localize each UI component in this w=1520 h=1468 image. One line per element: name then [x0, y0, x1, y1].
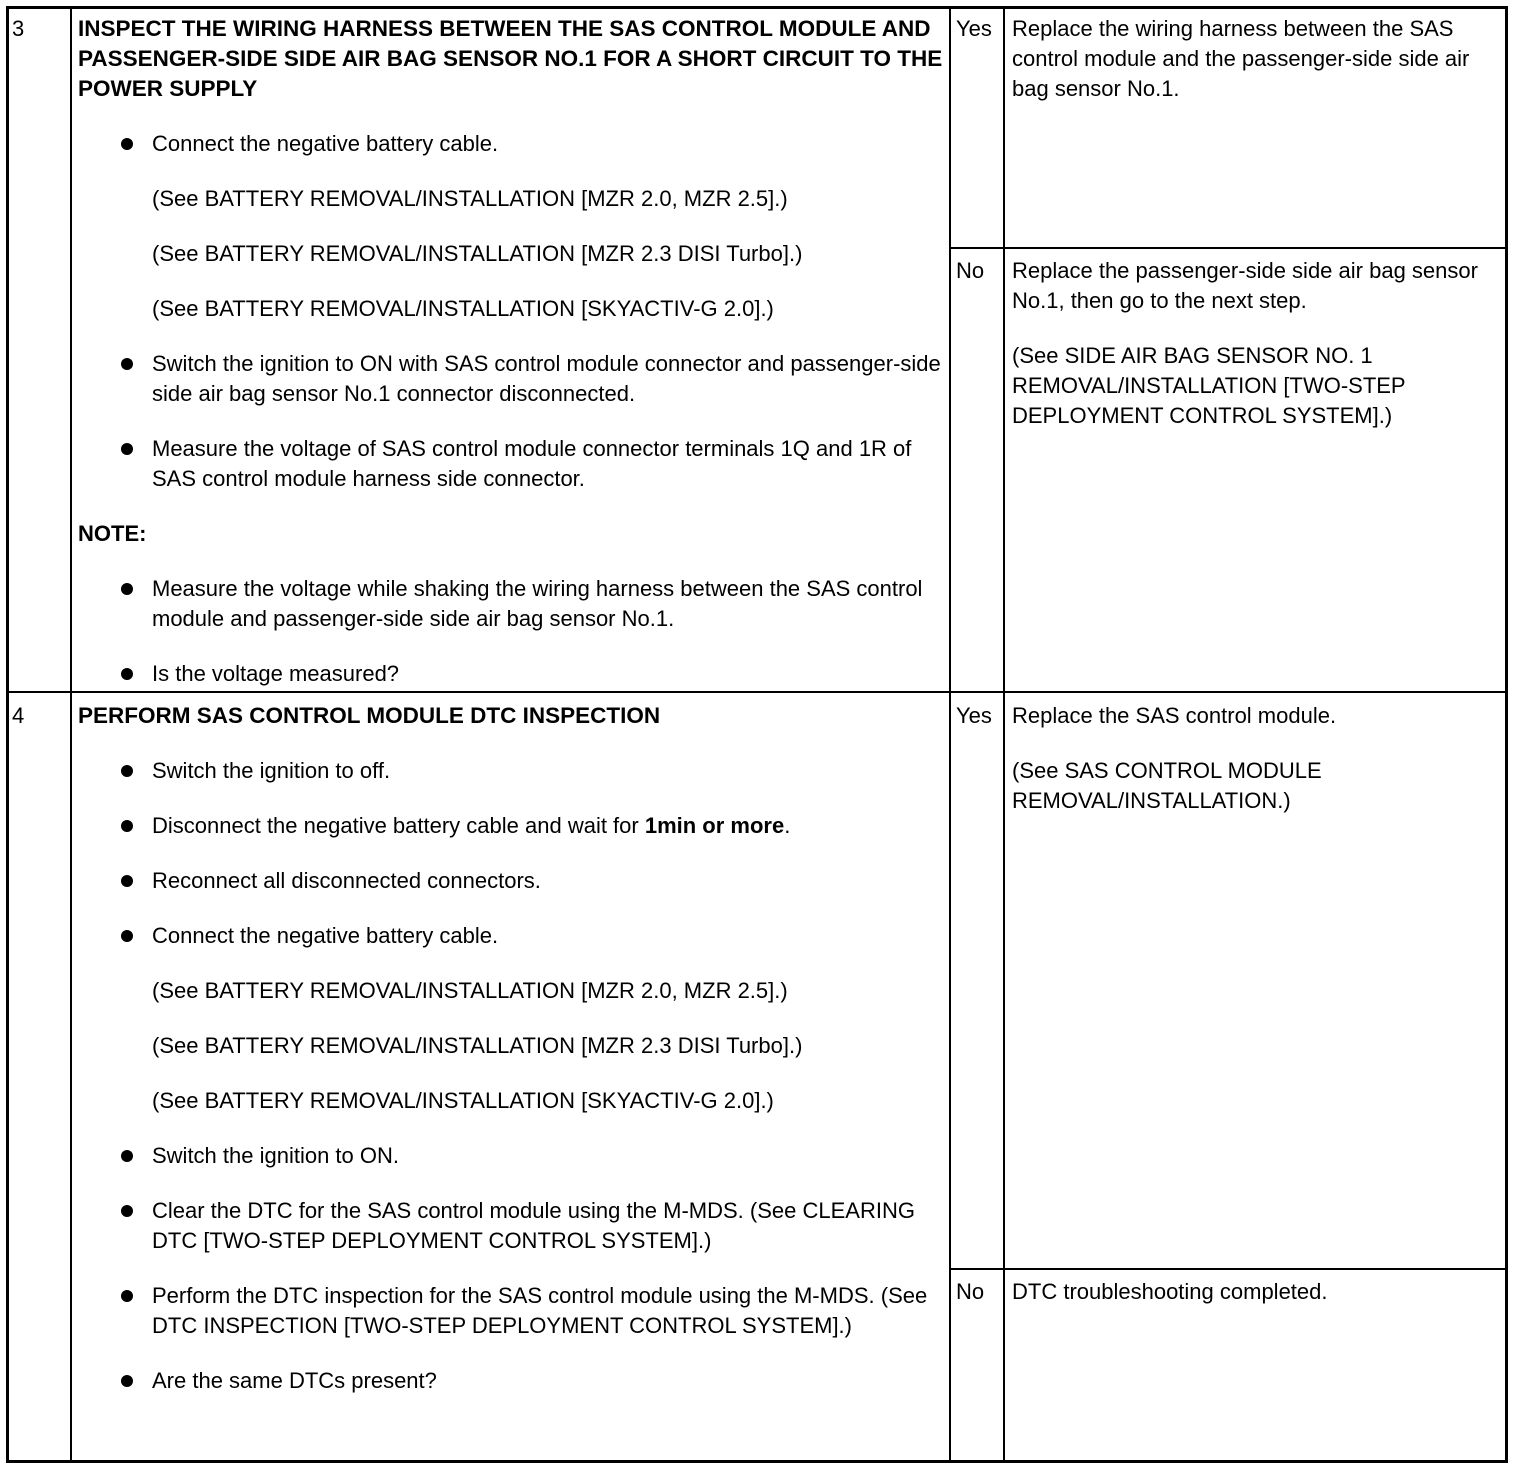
list-item: Switch the ignition to ON.	[78, 1141, 944, 1171]
no-action	[1012, 1277, 1504, 1307]
list-item: Switch the ignition to off.	[78, 756, 944, 786]
reference-link: (See BATTERY REMOVAL/INSTALLATION [MZR 2.0, MZR 2.5].)	[152, 186, 788, 211]
yes-action	[1012, 14, 1504, 104]
yes-no-divider-row4	[949, 1268, 1508, 1270]
reference-link: (See BATTERY REMOVAL/INSTALLATION [MZR 2.0, MZR 2.5].)	[152, 978, 788, 1003]
reference-link: (See BATTERY REMOVAL/INSTALLATION [MZR 2.3 DISI Turbo].)	[152, 1033, 803, 1058]
reference-link: (See BATTERY REMOVAL/INSTALLATION [SKYACTIV-G 2.0].)	[152, 296, 774, 321]
reference-link: (See SIDE AIR BAG SENSOR NO. 1 REMOVAL/INSTALLATION [TWO-STEP DEPLOYMENT CONTROL SYSTEM].)	[1012, 343, 1406, 428]
action-text: Replace the wiring harness between the SAS control module and the passenger-side side air bag sensor No.1.	[1012, 16, 1470, 101]
list-item-text-end: .	[784, 813, 791, 838]
action-text: Replace the passenger-side side air bag sensor No.1, then go to the next step.	[1012, 258, 1478, 313]
column-divider-step	[70, 6, 72, 1463]
list-item-text: Disconnect the negative battery cable and wait for	[152, 813, 645, 838]
no-label: No	[956, 258, 985, 283]
reference-link: (See BATTERY REMOVAL/INSTALLATION [SKYACTIV-G 2.0].)	[152, 1088, 774, 1113]
emphasis-text: 1min or more	[644, 813, 785, 838]
step-number: 4	[12, 703, 25, 728]
column-divider-content	[949, 6, 951, 1463]
step-title: INSPECT THE WIRING HARNESS BETWEEN THE SAS CONTROL MODULE AND PASSENGER-SIDE SIDE AIR BAG SENSOR NO.1 FOR A SHORT CIRCUIT TO THE POWER SUPPLY	[78, 16, 943, 101]
step-content	[78, 14, 944, 689]
list-item: Reconnect all disconnected connectors.	[78, 866, 944, 896]
list-item: Measure the voltage of SAS control module connector terminals 1Q and 1R of SAS control module harness side connector.	[78, 434, 944, 494]
reference-link: (See SAS CONTROL MODULE REMOVAL/INSTALLATION.)	[1012, 758, 1322, 813]
list-item: Switch the ignition to ON with SAS control module connector and passenger-side side air bag sensor No.1 connector disconnected.	[78, 349, 944, 409]
yes-label: Yes	[956, 703, 992, 728]
step-title: PERFORM SAS CONTROL MODULE DTC INSPECTION	[78, 703, 661, 728]
yes-label: Yes	[956, 16, 992, 41]
list-item: Are the same DTCs present?	[78, 1366, 944, 1396]
row-divider	[6, 691, 1508, 693]
yes-no-divider-row3	[949, 247, 1508, 249]
yes-action	[1012, 701, 1504, 816]
column-divider-result	[1003, 6, 1005, 1463]
list-item: Measure the voltage while shaking the wiring harness between the SAS control module and passenger-side side air bag sensor No.1.	[78, 574, 944, 634]
step-number: 3	[12, 16, 25, 41]
list-item: Connect the negative battery cable.	[78, 921, 944, 951]
list-item: Is the voltage measured?	[78, 659, 944, 689]
no-action	[1012, 256, 1504, 431]
list-item	[78, 811, 944, 841]
reference-link: (See BATTERY REMOVAL/INSTALLATION [MZR 2.3 DISI Turbo].)	[152, 241, 803, 266]
list-item: Connect the negative battery cable.	[78, 129, 944, 159]
list-item: Perform the DTC inspection for the SAS control module using the M-MDS. (See DTC INSPECTION [TWO-STEP DEPLOYMENT CONTROL SYSTEM].)	[78, 1281, 944, 1341]
note-label: NOTE:	[78, 521, 147, 546]
action-text: Replace the SAS control module.	[1012, 703, 1337, 728]
step-content	[78, 701, 944, 1396]
list-item: Clear the DTC for the SAS control module using the M-MDS. (See CLEARING DTC [TWO-STEP DEPLOYMENT CONTROL SYSTEM].)	[78, 1196, 944, 1256]
action-text: DTC troubleshooting completed.	[1012, 1279, 1328, 1304]
no-label: No	[956, 1279, 985, 1304]
